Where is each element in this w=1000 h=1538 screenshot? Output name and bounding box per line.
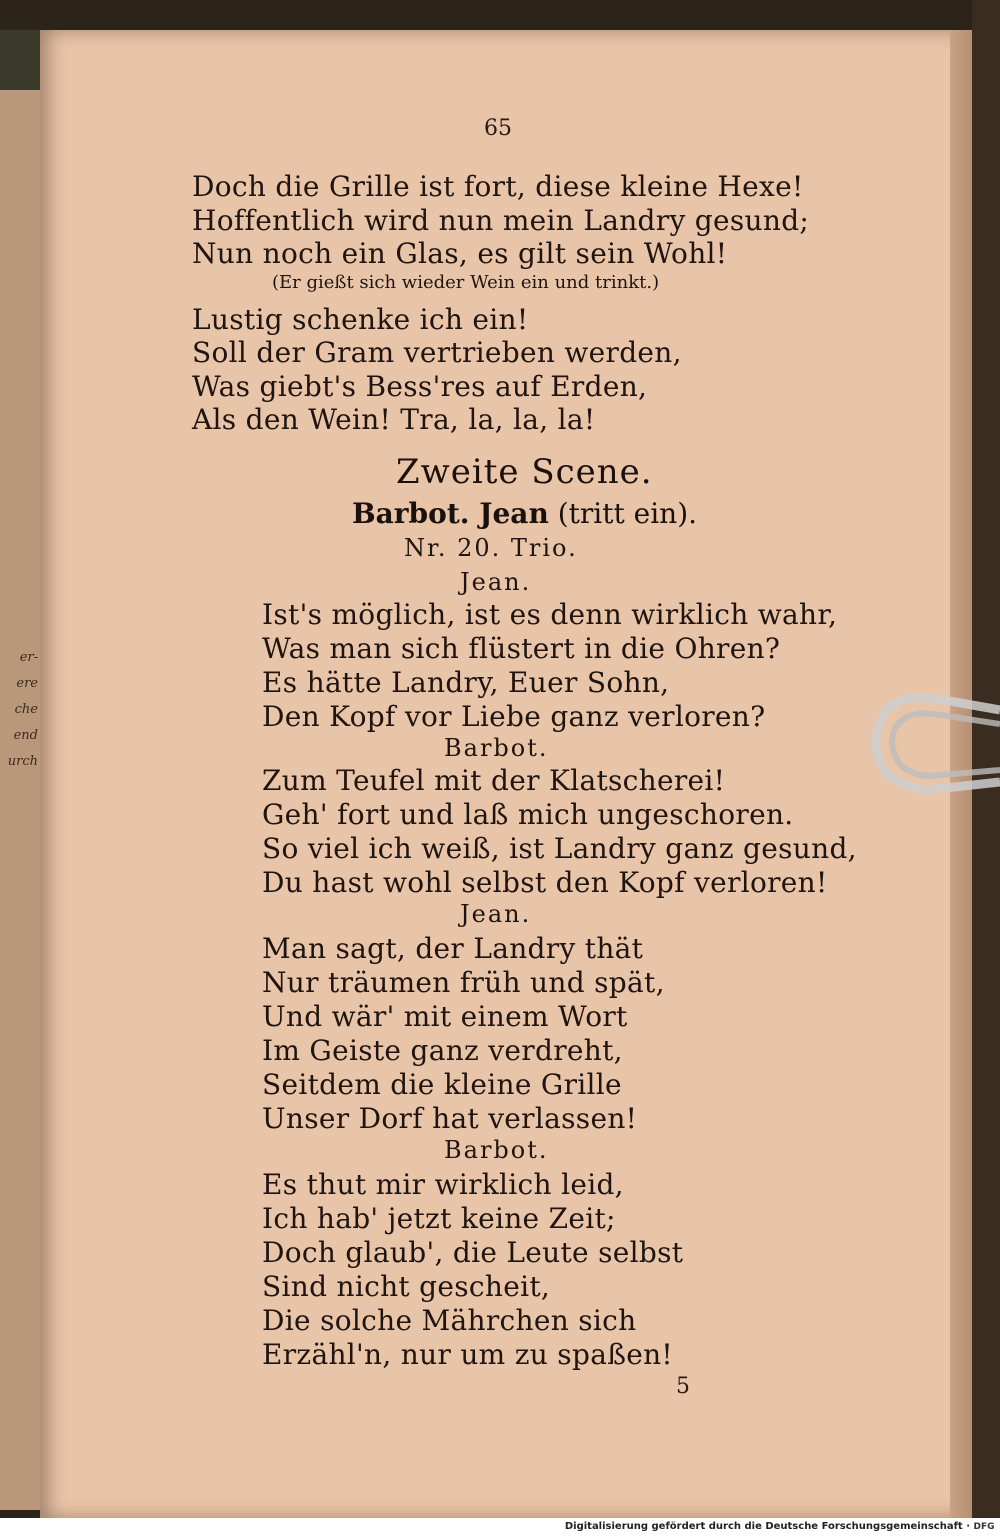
left-facing-page — [0, 30, 40, 1510]
dfg-credit: Digitalisierung gefördert durch die Deutsche Forschungsgemeinschaft · — [564, 1521, 970, 1532]
speaker-jean: Jean. — [460, 900, 532, 928]
text-line: Ist's möglich, ist es denn wirklich wahr, — [262, 598, 838, 631]
text-line: Erzähl'n, nur um zu spaßen! — [262, 1338, 673, 1371]
scene-characters — [352, 497, 697, 530]
text-line: Als den Wein! Tra, la, la, la! — [192, 403, 596, 436]
speaker-barbot: Barbot. — [444, 1136, 549, 1164]
text-line: Nur träumen früh und spät, — [262, 966, 665, 999]
text-line: Was man sich flüstert in die Ohren? — [262, 632, 781, 665]
text-line: Die solche Mährchen sich — [262, 1304, 637, 1337]
text-line: Doch glaub', die Leute selbst — [262, 1236, 684, 1269]
text-line: Unser Dorf hat verlassen! — [262, 1102, 638, 1135]
text-line: Hoffentlich wird nun mein Landry gesund; — [192, 204, 810, 237]
text-line: Es thut mir wirklich leid, — [262, 1168, 624, 1201]
text-line: Seitdem die kleine Grille — [262, 1068, 622, 1101]
text-line: Sind nicht gescheit, — [262, 1270, 551, 1303]
margin-fragment: er- — [19, 650, 38, 665]
stage-direction: (Er gießt sich wieder Wein ein und trinkt.) — [272, 272, 660, 293]
speaker-jean: Jean. — [460, 568, 532, 596]
dfg-logo: DFG — [973, 1522, 995, 1532]
text-line: Geh' fort und laß mich ungeschoren. — [262, 798, 794, 831]
text-line: Im Geiste ganz verdreht, — [262, 1034, 623, 1067]
text-line: Man sagt, der Landry thät — [262, 932, 644, 965]
text-line: Doch die Grille ist fort, diese kleine Hexe! — [192, 170, 804, 203]
text-line: So viel ich weiß, ist Landry ganz gesund, — [262, 832, 857, 865]
text-line: Du hast wohl selbst den Kopf verloren! — [262, 866, 828, 899]
text-line: Nun noch ein Glas, es gilt sein Wohl! — [192, 237, 728, 270]
scene-characters-note: (tritt ein). — [548, 497, 698, 530]
signature-mark: 5 — [676, 1374, 690, 1399]
margin-fragment: ere — [16, 676, 38, 691]
margin-fragment: urch — [7, 754, 38, 769]
left-page-corner — [0, 30, 40, 90]
text-line: Den Kopf vor Liebe ganz verloren? — [262, 700, 766, 733]
left-margin-fragments — [2, 645, 40, 775]
text-line: Was giebt's Bess'res auf Erden, — [192, 370, 648, 403]
page-number: 65 — [484, 116, 512, 141]
margin-fragment: end — [13, 728, 38, 743]
text-line: Es hätte Landry, Euer Sohn, — [262, 666, 670, 699]
paper-clip-icon — [872, 690, 1000, 800]
text-line: Lustig schenke ich ein! — [192, 303, 529, 336]
margin-fragment: che — [14, 702, 38, 717]
text-line: Soll der Gram vertrieben werden, — [192, 336, 682, 369]
speaker-barbot: Barbot. — [444, 734, 549, 762]
scene-title: Zweite Scene. — [396, 452, 653, 492]
text-line: Zum Teufel mit der Klatscherei! — [262, 764, 726, 797]
number-label: Nr. 20. Trio. — [404, 534, 578, 562]
text-line: Und wär' mit einem Wort — [262, 1000, 628, 1033]
text-line: Ich hab' jetzt keine Zeit; — [262, 1202, 616, 1235]
scene-characters-names: Barbot. Jean — [352, 497, 549, 530]
